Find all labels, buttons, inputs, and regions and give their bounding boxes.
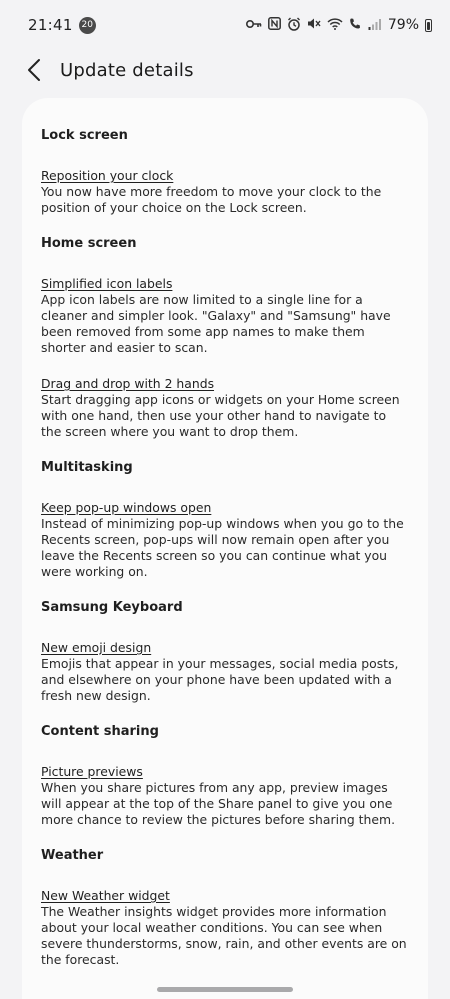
section-home-screen <box>41 236 410 440</box>
status-bar-right <box>246 17 432 34</box>
item-title: New Weather widget <box>41 888 170 903</box>
nfc-icon <box>268 17 281 33</box>
section-title: Content sharing <box>41 724 159 739</box>
status-bar-left <box>28 16 96 34</box>
alarm-icon <box>287 17 301 34</box>
item-description: Start dragging app icons or widgets on your Home screen with one hand, then use your other hand to navigate to the screen where you want to drop them. <box>41 392 400 439</box>
update-item <box>41 764 410 828</box>
section-title: Home screen <box>41 236 137 251</box>
section-lock-screen <box>41 128 410 216</box>
battery-percent: 79% <box>387 17 419 33</box>
update-details-card[interactable] <box>22 98 428 999</box>
home-indicator[interactable] <box>157 987 293 992</box>
section-samsung-keyboard <box>41 600 410 704</box>
update-item <box>41 276 410 356</box>
update-item <box>41 500 410 580</box>
item-title: Simplified icon labels <box>41 276 173 291</box>
signal-icon <box>368 18 382 33</box>
section-title: Multitasking <box>41 460 133 475</box>
section-title: Weather <box>41 848 104 863</box>
item-title: Drag and drop with 2 hands <box>41 376 215 391</box>
item-description: You now have more freedom to move your clock to the position of your choice on the Lock screen. <box>41 184 382 215</box>
update-item <box>41 640 410 704</box>
item-title: Keep pop-up windows open <box>41 500 212 515</box>
wifi-calling-icon <box>349 17 362 33</box>
item-description: Instead of minimizing pop-up windows when you go to the Recents screen, pop-ups will now remain open after you leave the Recents screen so you can continue what you were working on. <box>41 516 404 579</box>
status-bar <box>0 0 450 50</box>
section-title: Lock screen <box>41 128 128 143</box>
item-description: The Weather insights widget provides more information about your local weather conditions. You can see when severe thunderstorms, snow, rain, and other events are on the forecast. <box>41 904 407 967</box>
app-header <box>0 50 450 90</box>
item-description: Emojis that appear in your messages, social media posts, and elsewhere on your phone have been updated with a fresh new design. <box>41 656 399 703</box>
page-title: Update details <box>60 59 194 81</box>
update-item <box>41 888 410 968</box>
item-title: Reposition your clock <box>41 168 174 183</box>
item-description: When you share pictures from any app, preview images will appear at the top of the Share panel to give you one more chance to review the pictures before sharing them. <box>41 780 396 827</box>
item-title: Picture previews <box>41 764 143 779</box>
key-icon <box>246 19 262 32</box>
mute-icon <box>307 17 321 33</box>
update-item <box>41 376 410 440</box>
section-content-sharing <box>41 724 410 828</box>
wifi-icon <box>327 18 343 33</box>
notification-count-badge: 20 <box>79 17 96 34</box>
update-item <box>41 168 410 216</box>
section-weather <box>41 848 410 968</box>
back-button[interactable] <box>14 50 54 90</box>
status-time: 21:41 <box>28 16 73 34</box>
item-title: New emoji design <box>41 640 152 655</box>
battery-icon <box>425 19 432 32</box>
item-description: App icon labels are now limited to a single line for a cleaner and simpler look. "Galaxy" and "Samsung" have been removed from some app names to make them shorter and easier to scan. <box>41 292 391 355</box>
section-multitasking <box>41 460 410 580</box>
section-title: Samsung Keyboard <box>41 600 183 615</box>
chevron-left-icon <box>27 58 41 82</box>
